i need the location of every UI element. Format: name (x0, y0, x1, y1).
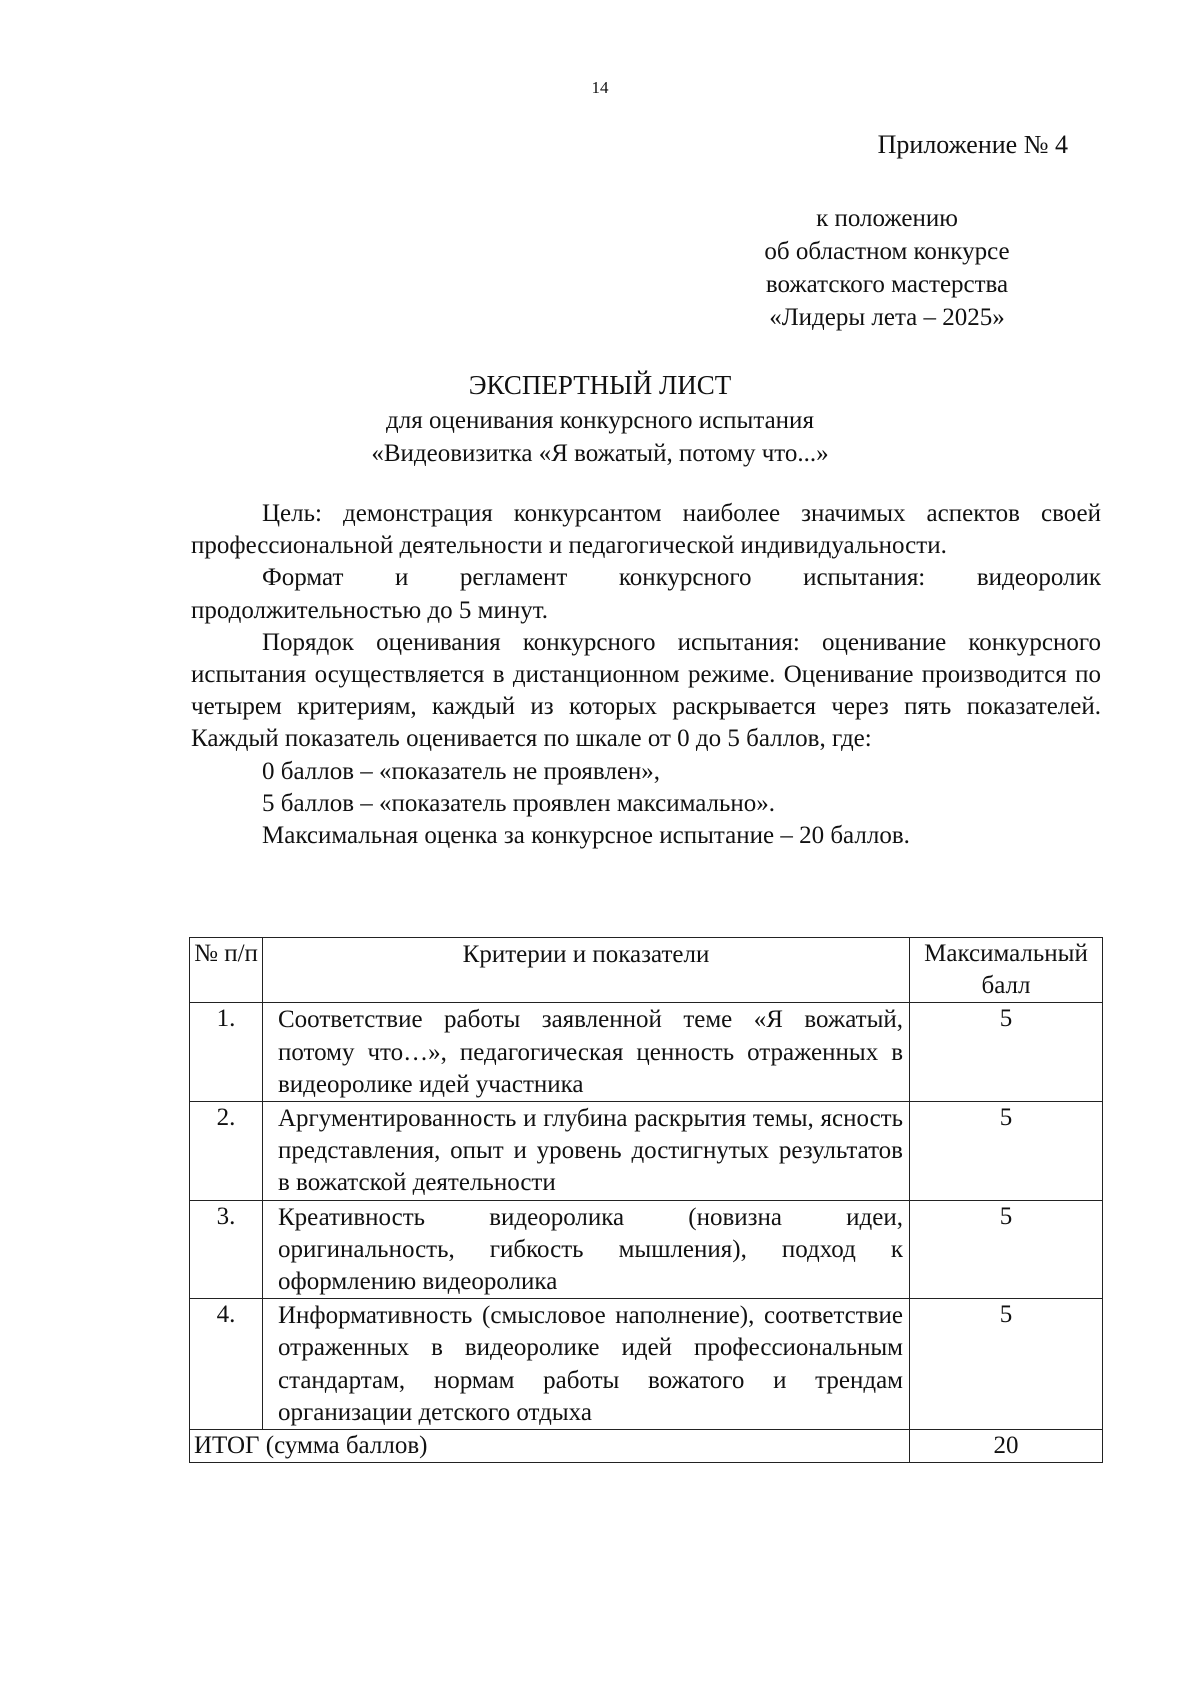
table-total-row (190, 1430, 1103, 1463)
scale-five-line: 5 баллов – «показатель проявлен максимально». (262, 789, 776, 817)
header-max-score: Максимальный балл (910, 938, 1103, 1003)
page-number: 14 (591, 78, 609, 97)
table-header-row (190, 938, 1103, 1003)
scale-zero-line: 0 баллов – «показатель не проявлен», (262, 757, 661, 785)
row-num: 3. (190, 1200, 263, 1299)
procedure-paragraph: Порядок оценивания конкурсного испытания: оценивание конкурсного испытания осуществляется в дистанционном режиме. Оценивание производится по четырем критериям, каждый из которых раскрывается через пять показателей. Каждый показатель оценивается по шкале от 0 до 5 баллов, где: (191, 628, 1101, 753)
regulation-line: об областном конкурсе (764, 238, 1010, 265)
row-num: 1. (190, 1003, 263, 1102)
table-row (190, 1299, 1103, 1430)
table-row (190, 1003, 1103, 1102)
regulation-line: к положению (816, 205, 958, 232)
regulation-reference (677, 202, 1097, 334)
criteria-table (189, 937, 1103, 1463)
appendix-label: Приложение № 4 (877, 130, 1068, 159)
row-score: 5 (910, 1299, 1103, 1430)
document-subtitle-line: для оценивания конкурсного испытания (386, 407, 814, 434)
max-score-line: Максимальная оценка за конкурсное испытание – 20 баллов. (262, 822, 910, 850)
header-num: № п/п (190, 938, 263, 1003)
regulation-line: «Лидеры лета – 2025» (769, 304, 1005, 331)
row-num: 4. (190, 1299, 263, 1430)
goal-paragraph: Цель: демонстрация конкурсантом наиболее значимых аспектов своей профессиональной деятельности и педагогической индивидуальности. (191, 500, 1101, 560)
total-score: 20 (910, 1430, 1103, 1463)
regulation-line: вожатского мастерства (765, 271, 1009, 298)
document-body (191, 498, 1101, 852)
header-criteria: Критерии и показатели (263, 938, 910, 1003)
document-subtitle-line: «Видеовизитка «Я вожатый, потому что...» (371, 440, 829, 467)
row-criteria: Аргументированность и глубина раскрытия темы, ясность представления, опыт и уровень достигнутых результатов в вожатской деятельности (263, 1102, 910, 1201)
row-score: 5 (910, 1200, 1103, 1299)
table-row (190, 1102, 1103, 1201)
table-row (190, 1200, 1103, 1299)
row-score: 5 (910, 1003, 1103, 1102)
document-heading (0, 368, 1200, 470)
format-paragraph: Формат и регламент конкурсного испытания: видеоролик продолжительностью до 5 минут. (191, 564, 1101, 624)
row-criteria: Креативность видеоролика (новизна идеи, оригинальность, гибкость мышления), подход к оформлению видеоролика (263, 1200, 910, 1299)
row-criteria: Соответствие работы заявленной теме «Я вожатый, потому что…», педагогическая ценность отраженных в видеоролике идей участника (263, 1003, 910, 1102)
row-score: 5 (910, 1102, 1103, 1201)
row-num: 2. (190, 1102, 263, 1201)
document-title: ЭКСПЕРТНЫЙ ЛИСТ (468, 370, 732, 400)
total-label: ИТОГ (сумма баллов) (190, 1430, 910, 1463)
row-criteria: Информативность (смысловое наполнение), соответствие отраженных в видеоролике идей профессиональным стандартам, нормам работы вожатого и трендам организации детского отдыха (263, 1299, 910, 1430)
